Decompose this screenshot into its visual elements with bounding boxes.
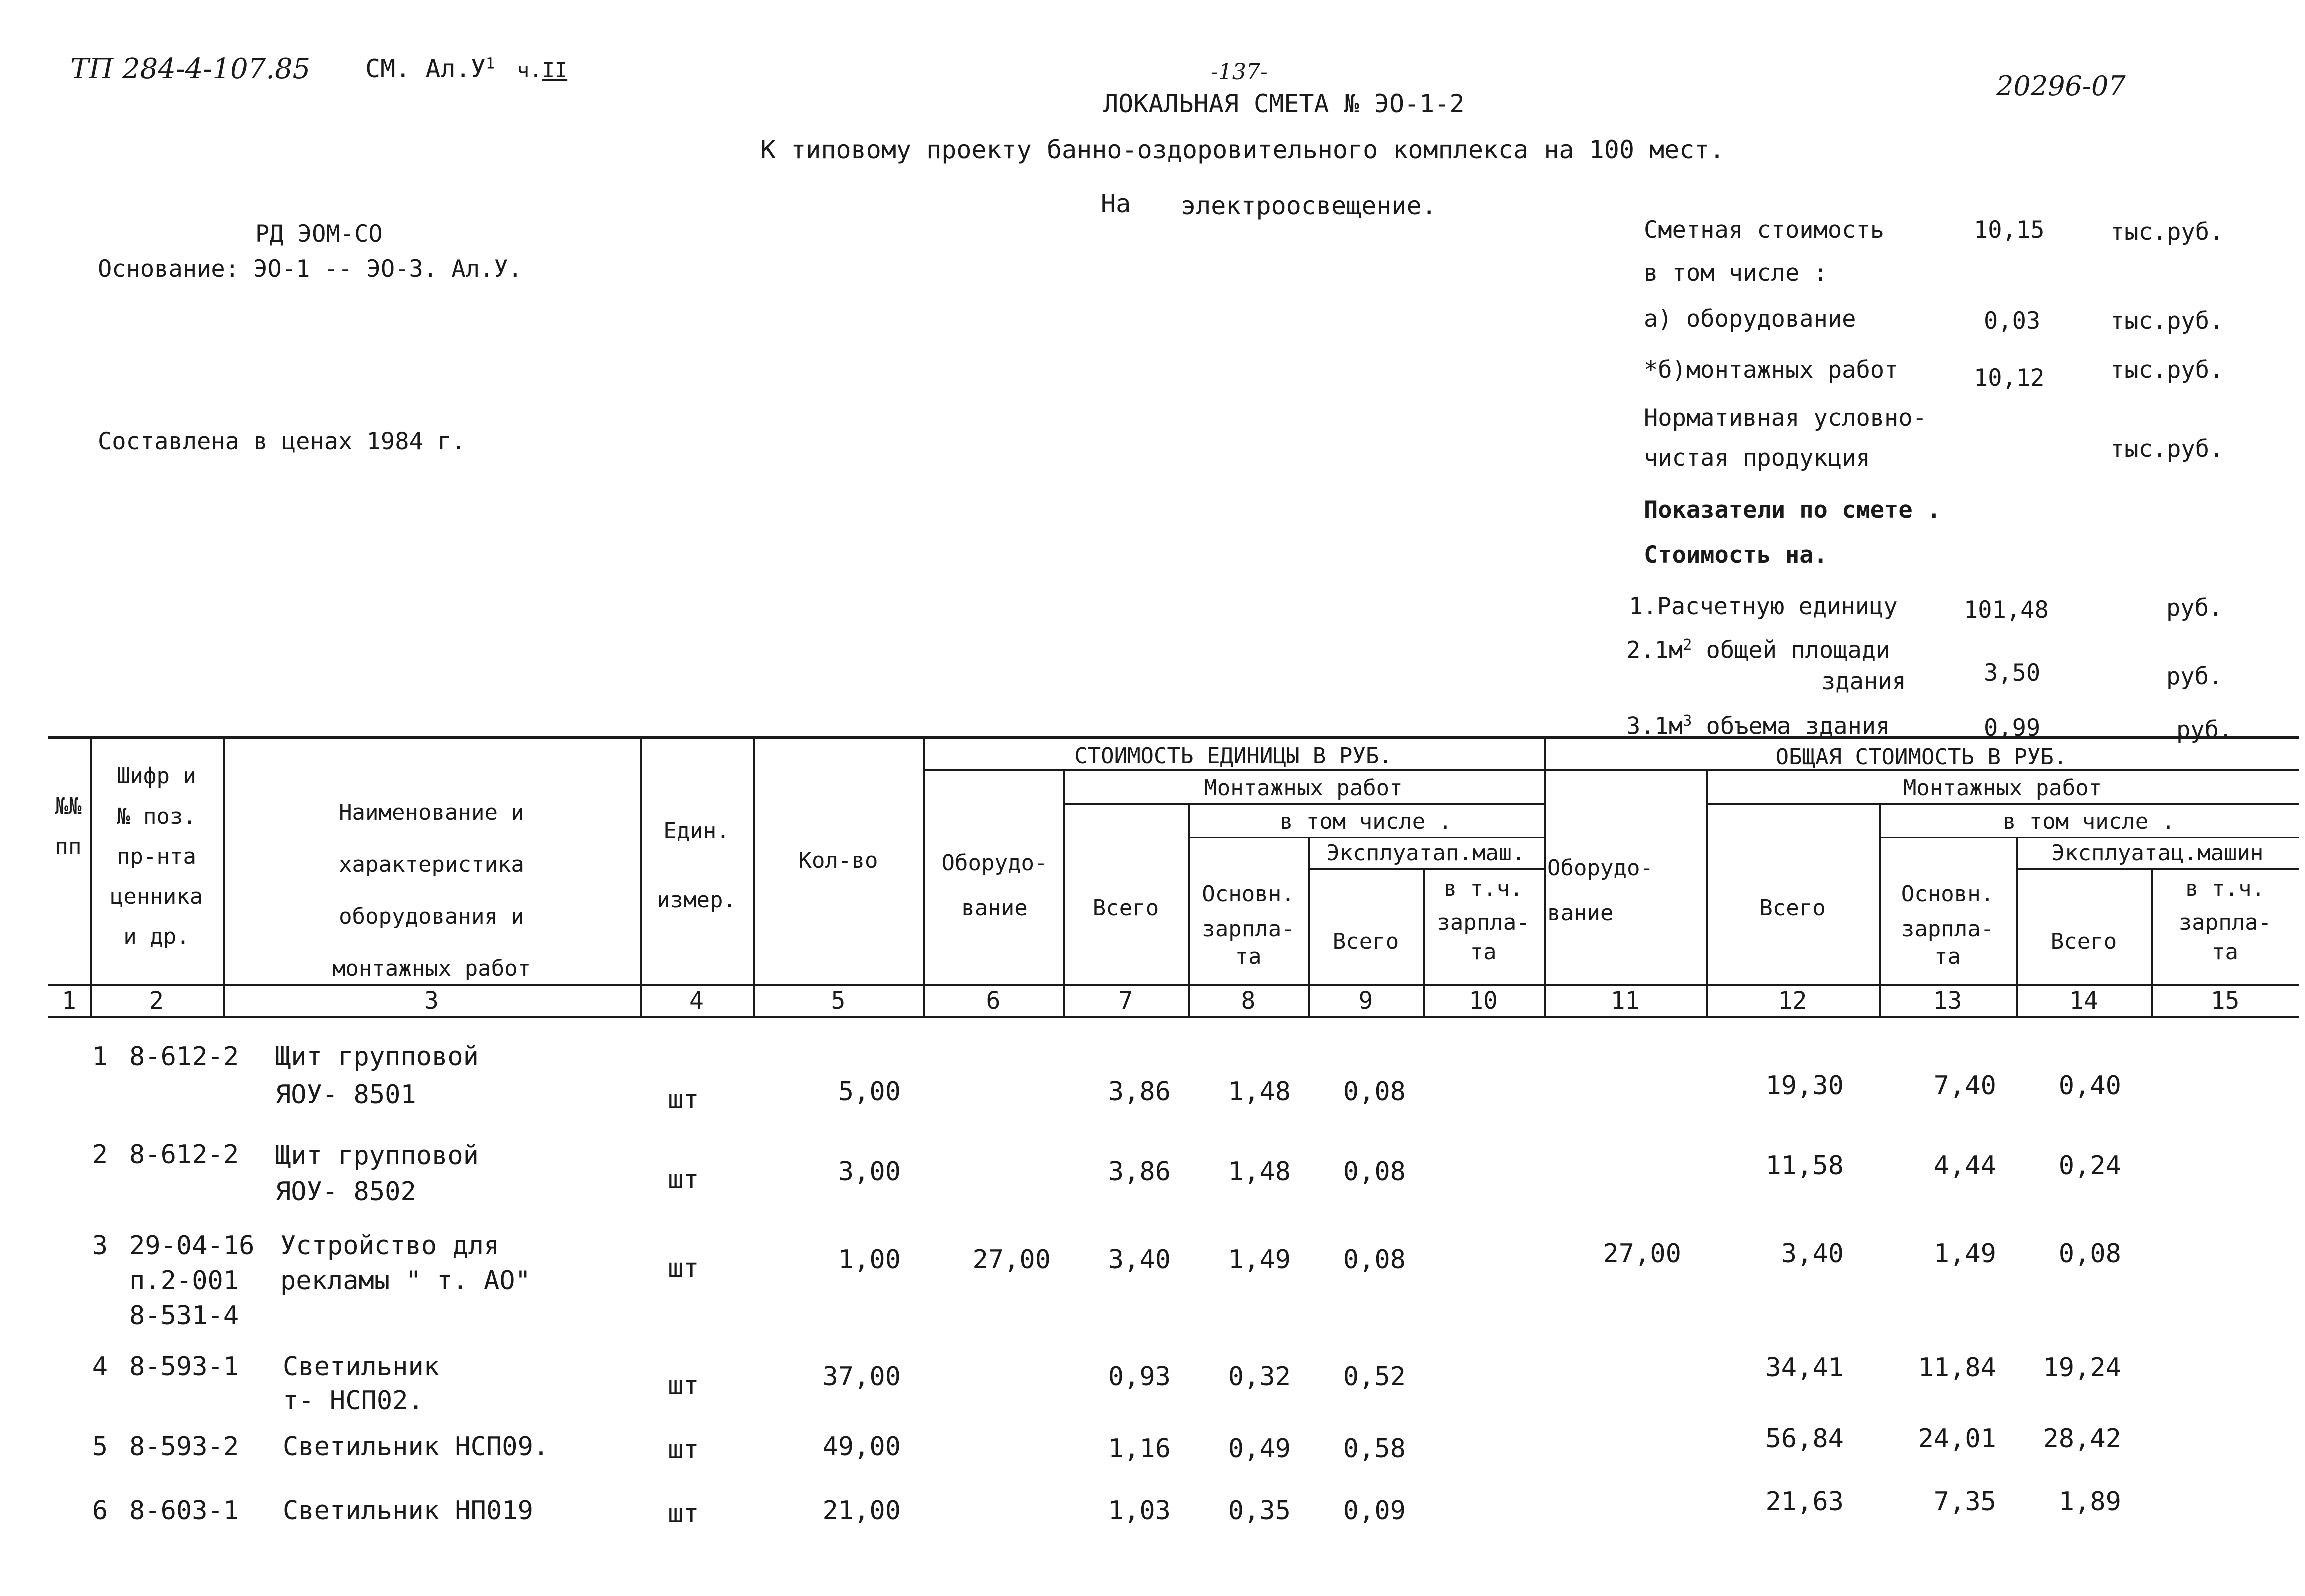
row-code-line1: 8-612-2 [129, 1042, 239, 1072]
row-mach-total: 0,08 [2058, 1239, 2121, 1269]
row-wage-total: 1,49 [1933, 1239, 1996, 1269]
row-total-total: 19,30 [1765, 1071, 1844, 1101]
album-ref-text: СМ. Ал.У [365, 54, 486, 83]
row-unit: шт [668, 1165, 699, 1195]
part-number: II [542, 58, 568, 82]
row-name-line1: Устройство для [280, 1231, 500, 1261]
basic-wage-total-line2: зарпла- [1901, 916, 1994, 942]
row-number: 2 [92, 1140, 108, 1170]
col-number-1: 1 [62, 987, 76, 1015]
machines-header: Эксплуатап.маш. [1326, 840, 1525, 866]
col3-header-line1: Наименование и [339, 800, 524, 825]
equipment-label: а) оборудование [1644, 305, 1856, 333]
indicator-1-label: 1.Расчетную единицу [1629, 593, 1898, 620]
col3-header-line3: оборудования и [339, 904, 524, 929]
row-code-line1: 8-593-1 [129, 1352, 239, 1382]
col2-header [90, 756, 223, 957]
col2-header-line4: ценника [110, 884, 203, 909]
row-mach-unit: 0,08 [1343, 1157, 1406, 1187]
row-code-line3: 8-531-4 [129, 1301, 239, 1331]
row-mach-total: 19,24 [2043, 1353, 2121, 1383]
row-total-unit: 1,03 [1108, 1496, 1171, 1526]
column-numbers-bottom-border [48, 1016, 2299, 1018]
indicator-2-value: 3,50 [1984, 659, 2041, 687]
prices-year: Составлена в ценах 1984 г. [98, 428, 466, 455]
incl-wage-total-line3: та [2212, 939, 2238, 965]
incl-wage-total-line2: зарпла- [2178, 910, 2272, 935]
basic-wage-line3: та [1235, 944, 1262, 969]
machines-underline [1308, 868, 1544, 870]
including-total-header: в том числе . [2002, 809, 2175, 834]
installation-label: *б)монтажных работ [1644, 356, 1899, 384]
col-number-2: 2 [149, 987, 164, 1015]
album-ref-sup: 1 [485, 55, 495, 73]
row-number: 3 [92, 1231, 108, 1261]
incl-wage-line1: в т.ч. [1443, 876, 1523, 901]
row-name-line1: Щит групповой [275, 1042, 479, 1072]
row-unit: шт [668, 1371, 699, 1401]
estimated-cost-value: 10,15 [1974, 216, 2045, 244]
vline-10 [1544, 736, 1546, 1016]
col-number-8: 8 [1241, 987, 1256, 1015]
document-title: ЛОКАЛЬНАЯ СМЕТА № ЭО-1-2 [1103, 89, 1465, 118]
including-header: в том числе . [1279, 809, 1452, 834]
equipment-total-line1: Оборудо- [1547, 855, 1653, 881]
equipment-header-line2: вание [961, 895, 1028, 921]
row-name-line2: ЯОУ- 8501 [275, 1080, 416, 1110]
col2-header-line5: и др. [123, 924, 190, 949]
col4-header-line1: Един. [663, 818, 730, 844]
equipment-header [926, 841, 1063, 931]
basis: Основание: ЭО-1 -- ЭО-3. Ал.У. [98, 255, 522, 283]
col4-header [640, 796, 753, 935]
col-number-11: 11 [1610, 987, 1640, 1015]
total-cost-header: ОБЩАЯ СТОИМОСТЬ В РУБ. [1775, 744, 2067, 770]
row-total-total: 3,40 [1781, 1239, 1844, 1269]
col3-header-line4: монтажных работ [332, 956, 531, 981]
row-wage-unit: 0,32 [1228, 1362, 1291, 1392]
indicator-2-label-b: общей площади [1692, 636, 1890, 664]
installation-unit: тыс.руб. [2110, 356, 2224, 384]
row-mach-unit: 0,08 [1343, 1245, 1406, 1275]
row-name-line1: Светильник НСП09. [283, 1432, 549, 1462]
installation-header: Монтажных работ [1204, 775, 1403, 801]
row-unit: шт [668, 1253, 699, 1283]
machines-total-header: Всего [1332, 929, 1399, 954]
machines-total-section-header: Эксплуатац.машин [2051, 840, 2264, 866]
equipment-value: 0,03 [1984, 307, 2041, 335]
col-number-13: 13 [1933, 987, 1962, 1015]
incl-wage-total-line1: в т.ч. [2185, 876, 2265, 901]
row-wage-unit: 1,48 [1228, 1077, 1291, 1107]
row-name-line2: т- НСП02. [283, 1386, 424, 1416]
indicator-2-label-a: 2.1м [1626, 636, 1683, 664]
indicator-1-unit: руб. [2166, 594, 2223, 622]
on-label: На [1101, 189, 1131, 218]
incl-wage-header [1423, 872, 1544, 965]
table-top-border [48, 736, 2299, 739]
indicator-2-unit: руб. [2166, 663, 2223, 690]
row-wage-unit: 1,48 [1228, 1157, 1291, 1187]
basic-wage-line1: Основн. [1202, 881, 1295, 907]
indicators-label: Показатели по смете . [1644, 496, 1941, 524]
row-qty: 1,00 [838, 1245, 901, 1275]
row-wage-total: 4,44 [1933, 1151, 1996, 1181]
machines-total-underline [2016, 868, 2299, 870]
row-name-line2: рекламы " т. АО" [280, 1266, 531, 1296]
installation-value: 10,12 [1974, 364, 2045, 392]
row-total-unit: 3,40 [1108, 1245, 1171, 1275]
normative-label-2: чистая продукция [1644, 444, 1870, 472]
col3-header [223, 786, 640, 995]
row-wage-unit: 0,49 [1228, 1434, 1291, 1464]
equipment-unit: тыс.руб. [2110, 307, 2224, 335]
col1-header [46, 786, 90, 867]
row-total-total: 56,84 [1765, 1424, 1844, 1454]
col-number-12: 12 [1778, 987, 1807, 1015]
row-total-unit: 1,16 [1108, 1434, 1171, 1464]
col-number-5: 5 [831, 987, 846, 1015]
indicator-2-label-c: здания [1821, 668, 1906, 695]
col-number-10: 10 [1469, 987, 1498, 1015]
row-name-line1: Щит групповой [275, 1141, 479, 1171]
incl-wage-line2: зарпла- [1437, 910, 1530, 935]
row-mach-unit: 0,58 [1343, 1434, 1406, 1464]
col1-header-line1: №№ [55, 793, 82, 819]
row-code-line2: п.2-001 [129, 1266, 239, 1296]
col-number-14: 14 [2069, 987, 2098, 1015]
row-number: 1 [92, 1042, 108, 1072]
col2-header-line3: пр-нта [117, 844, 196, 869]
basic-wage-total-line1: Основн. [1901, 881, 1994, 907]
col4-header-line2: измер. [657, 887, 736, 913]
row-total-unit: 3,86 [1108, 1157, 1171, 1187]
col-number-7: 7 [1118, 987, 1133, 1015]
row-mach-total: 1,89 [2058, 1487, 2121, 1517]
col-number-4: 4 [689, 987, 704, 1015]
row-mach-unit: 0,08 [1343, 1077, 1406, 1107]
indicator-1-value: 101,48 [1964, 596, 2049, 624]
row-mach-unit: 0,52 [1343, 1362, 1406, 1392]
col5-header: Кол-во [798, 848, 878, 873]
indicator-3-unit: руб. [2176, 716, 2233, 744]
row-number: 5 [92, 1432, 108, 1462]
row-code-line1: 8-593-2 [129, 1432, 239, 1462]
row-code-line1: 8-612-2 [129, 1140, 239, 1170]
row-qty: 49,00 [822, 1432, 901, 1462]
album-ref [365, 54, 567, 83]
normative-unit: тыс.руб. [2110, 435, 2224, 463]
row-mach-total: 0,24 [2058, 1151, 2121, 1181]
indicator-3-label-a: 3.1м [1626, 712, 1683, 740]
row-qty: 37,00 [822, 1362, 901, 1392]
document-subtitle: К типовому проекту банно-оздоровительного комплекса на 100 мест. [760, 135, 1725, 164]
row-mach-total: 0,40 [2058, 1071, 2121, 1101]
row-total-total: 11,58 [1765, 1151, 1844, 1181]
row-total-total: 34,41 [1765, 1353, 1844, 1383]
machines-total-total-header: Всего [2050, 929, 2117, 954]
incl-wage-total-header [2151, 872, 2299, 965]
row-total-total: 21,63 [1765, 1487, 1844, 1517]
row-code-line1: 29-04-16 [129, 1231, 255, 1261]
basis-doc: РД ЭОМ-СО [255, 220, 383, 248]
row-mach-unit: 0,09 [1343, 1496, 1406, 1526]
row-qty: 5,00 [838, 1077, 901, 1107]
col2-header-line2: № поз. [117, 804, 196, 829]
row-unit: шт [668, 1499, 699, 1529]
col-number-6: 6 [986, 987, 1001, 1015]
total-total-header: Всего [1759, 895, 1826, 921]
row-qty: 3,00 [838, 1157, 901, 1187]
cost-per-label: Стоимость на. [1644, 541, 1828, 569]
row-wage-unit: 1,49 [1228, 1245, 1291, 1275]
row-wage-total: 7,35 [1933, 1487, 1996, 1517]
col1-header-line2: пп [55, 834, 82, 859]
row-total-unit: 0,93 [1108, 1362, 1171, 1392]
row-mach-total: 28,42 [2043, 1424, 2121, 1454]
row-name-line1: Светильник [283, 1352, 440, 1382]
row-number: 4 [92, 1352, 108, 1382]
indicator-2-sup: 2 [1683, 636, 1692, 654]
row-wage-total: 24,01 [1918, 1424, 1996, 1454]
incl-wage-line3: та [1470, 939, 1497, 965]
basic-wage-line2: зарпла- [1202, 916, 1295, 942]
row-name-line2: ЯОУ- 8502 [275, 1177, 416, 1207]
basic-wage-total-line3: та [1934, 944, 1961, 969]
row-eq-total: 27,00 [1603, 1239, 1681, 1269]
indicator-3-value: 0,99 [1984, 714, 2041, 742]
basic-wage-header [1188, 877, 1308, 967]
row-wage-total: 7,40 [1933, 1071, 1996, 1101]
doc-code: ТП 284-4-107.85 [70, 53, 311, 85]
subject: электроосвещение. [1181, 191, 1437, 220]
estimated-cost-unit: тыс.руб. [2110, 218, 2224, 246]
row-qty: 21,00 [822, 1496, 901, 1526]
col-number-3: 3 [424, 987, 439, 1015]
row-name-line1: Светильник НП019 [283, 1496, 533, 1526]
row-eq-unit: 27,00 [972, 1245, 1051, 1275]
col-number-9: 9 [1358, 987, 1373, 1015]
indicator-3-label-b: объема здания [1692, 712, 1890, 740]
row-wage-unit: 0,35 [1228, 1496, 1291, 1526]
equipment-total-header [1547, 846, 1707, 936]
inventory-number: 20296-07 [1996, 70, 2126, 102]
part-label: ч. [517, 58, 542, 82]
row-total-unit: 3,86 [1108, 1077, 1171, 1107]
row-unit: шт [668, 1435, 699, 1465]
equipment-header-line1: Оборудо- [941, 850, 1048, 876]
col2-header-line1: Шифр и [117, 763, 196, 789]
unit-total-header: Всего [1092, 895, 1159, 921]
installation-total-header: Монтажных работ [1903, 775, 2102, 801]
basic-wage-total-header [1879, 877, 2016, 967]
indicator-2-label [1626, 636, 1890, 664]
col3-header-line2: характеристика [339, 852, 524, 877]
row-code-line1: 8-603-1 [129, 1496, 239, 1526]
estimated-cost-label: Сметная стоимость [1644, 216, 1885, 244]
page-number: -137- [1211, 59, 1268, 85]
col-number-15: 15 [2210, 987, 2240, 1015]
indicator-3-sup: 3 [1683, 712, 1692, 730]
normative-label-1: Нормативная условно- [1644, 404, 1927, 432]
including-label: в том числе : [1644, 259, 1828, 287]
row-wage-total: 11,84 [1918, 1353, 1996, 1383]
row-unit: шт [668, 1085, 699, 1115]
vline-5 [923, 736, 925, 1016]
unit-cost-header: СТОИМОСТЬ ЕДИНИЦЫ В РУБ. [1074, 743, 1392, 769]
equipment-total-line2: вание [1547, 900, 1614, 926]
row-number: 6 [92, 1496, 108, 1526]
